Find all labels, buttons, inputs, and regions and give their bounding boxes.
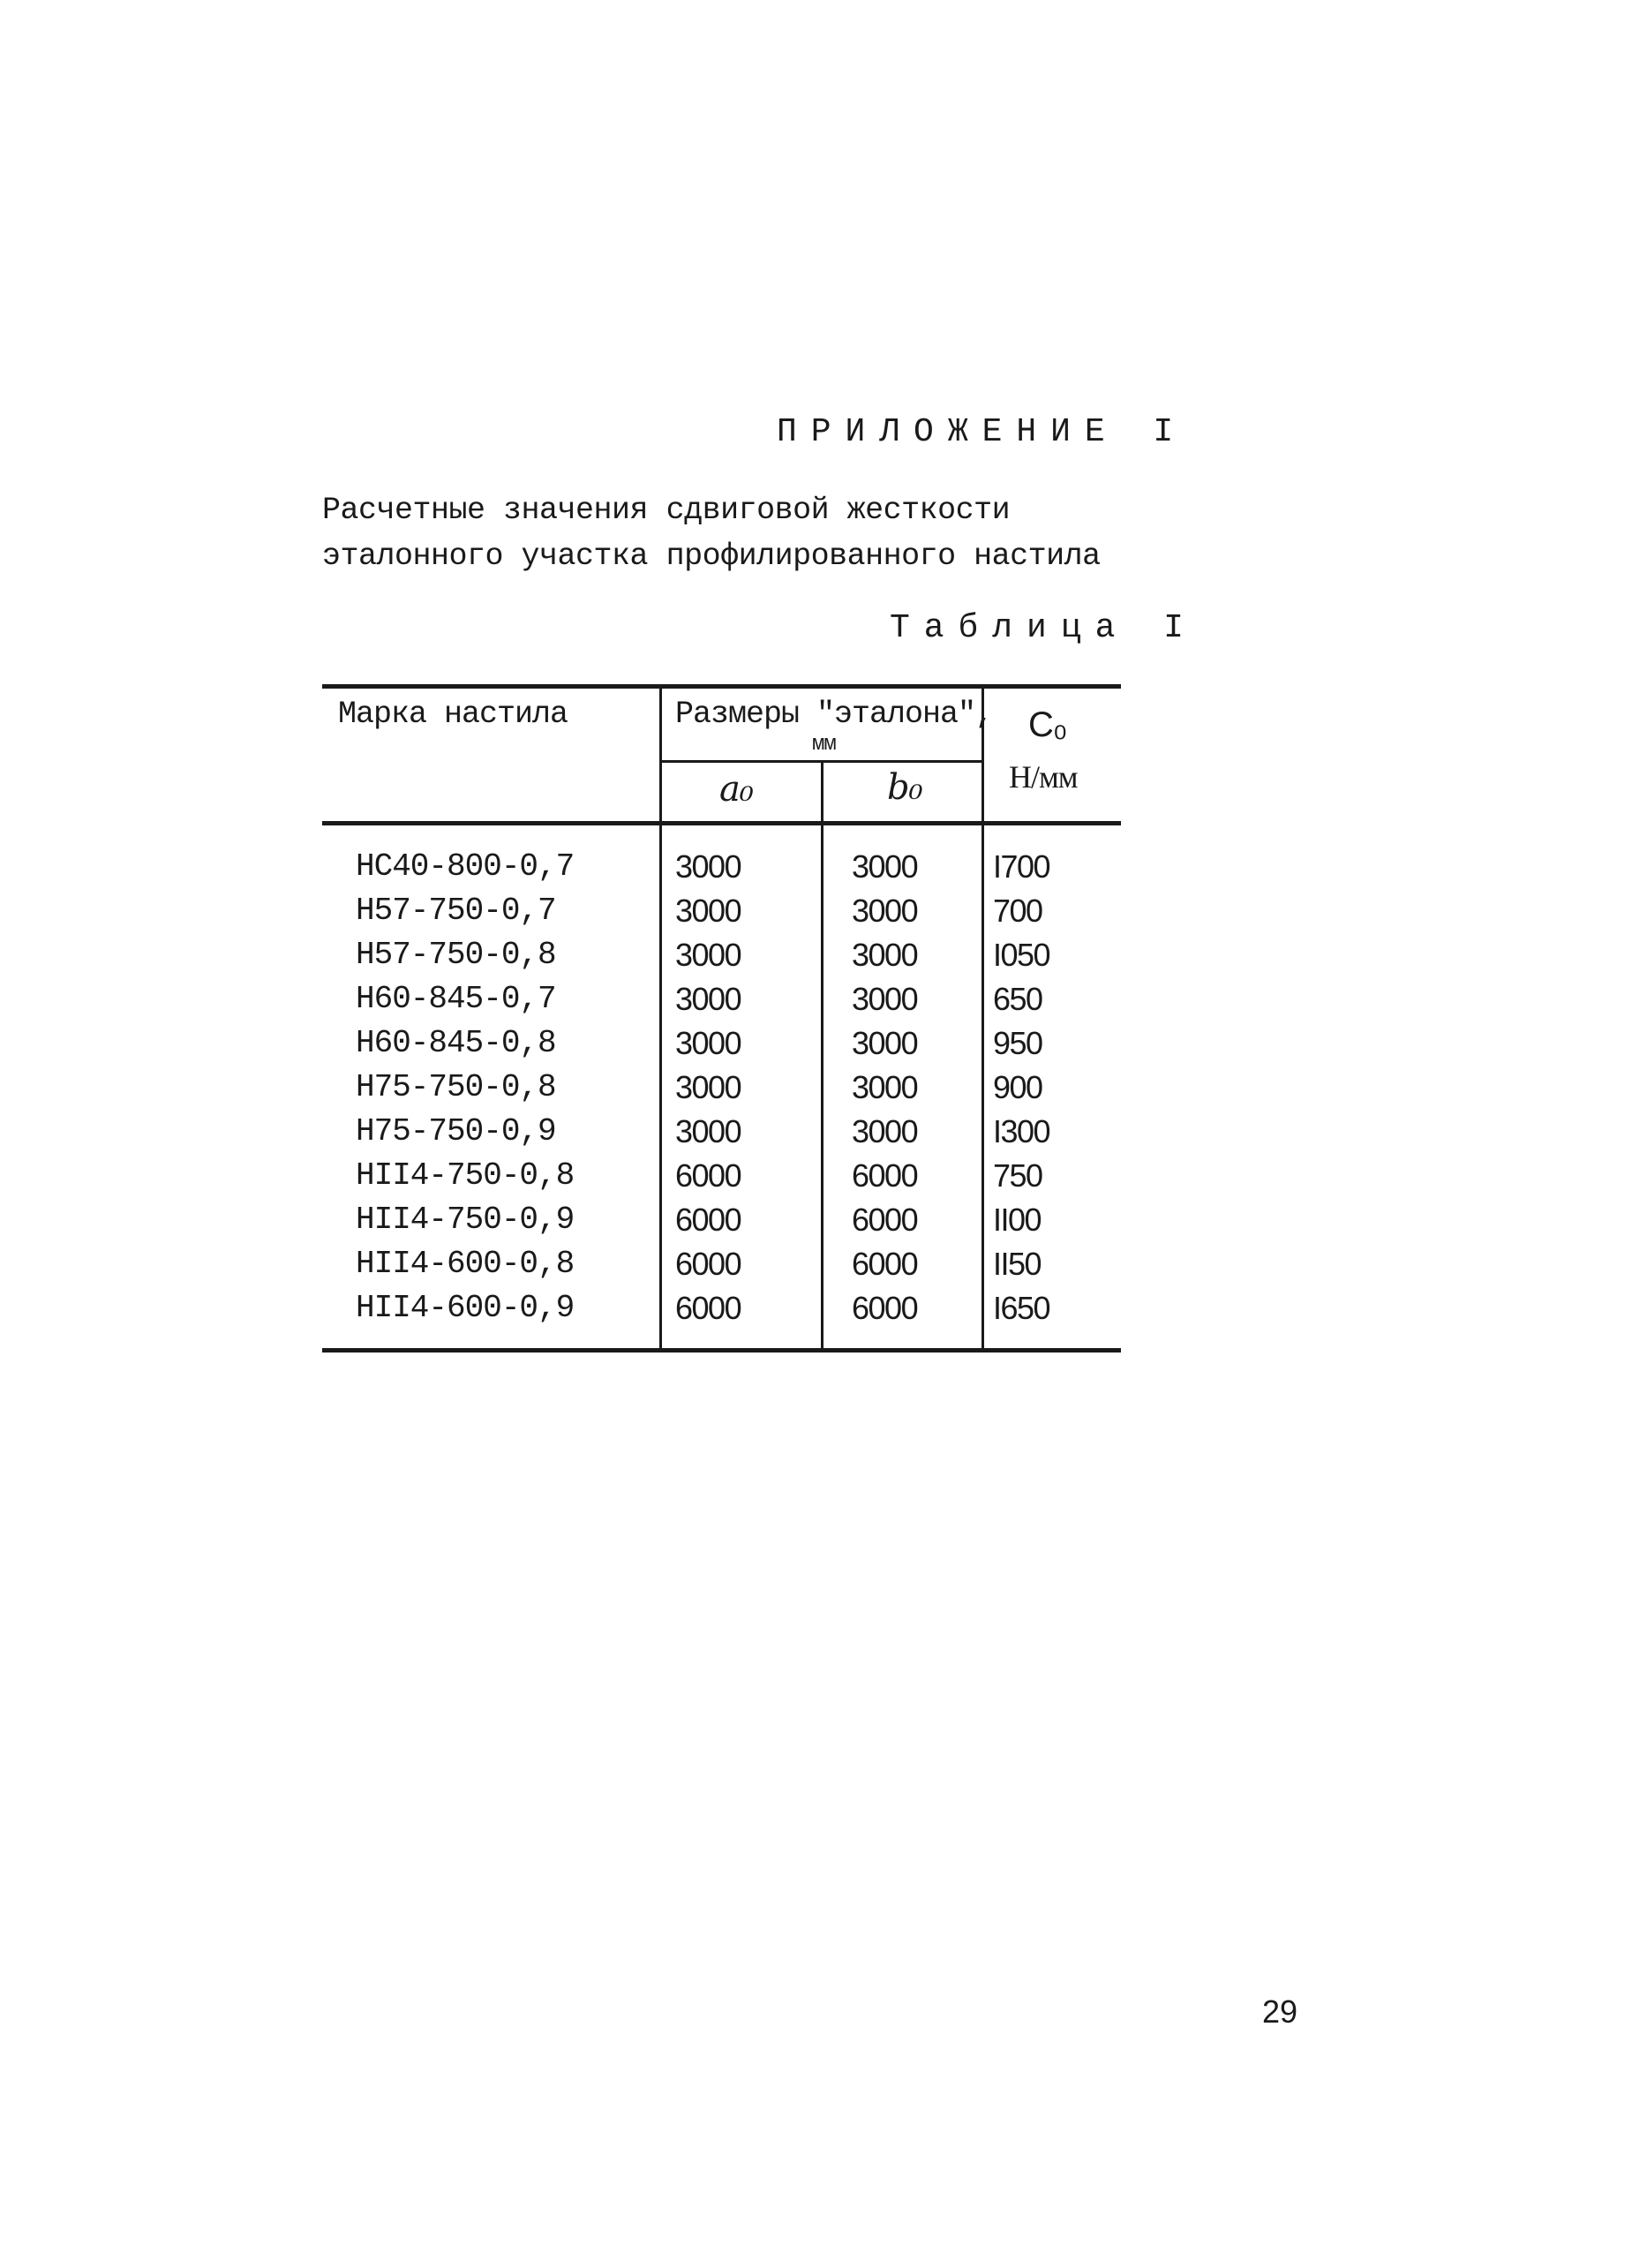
table-row — [322, 1066, 1121, 1110]
cell-b: 6000 — [852, 1246, 918, 1282]
cell-a: 3000 — [675, 893, 741, 929]
cell-c: 650 — [993, 981, 1042, 1017]
cell-c: II50 — [993, 1246, 1042, 1282]
cell-c: II00 — [993, 1202, 1042, 1238]
cell-c: 900 — [993, 1069, 1042, 1105]
cell-a: 3000 — [675, 937, 741, 973]
cell-mark: Н60-845-0,7 — [356, 981, 556, 1017]
cell-a: 6000 — [675, 1246, 741, 1282]
cell-c: 750 — [993, 1157, 1042, 1194]
header-bottom-rule — [322, 821, 1121, 825]
cell-b: 3000 — [852, 937, 918, 973]
table-caption — [322, 487, 1205, 579]
table-row — [322, 1198, 1121, 1242]
table-row — [322, 1021, 1121, 1066]
cell-mark: Н57-750-0,7 — [356, 893, 556, 929]
cell-a: 3000 — [675, 981, 741, 1017]
caption-line-2: эталонного участка профилированного настила — [322, 539, 1101, 574]
stiffness-table — [322, 684, 1121, 1364]
cell-a: 3000 — [675, 1069, 741, 1105]
table-row — [322, 1242, 1121, 1286]
header-mark: Марка настила — [338, 697, 568, 732]
cell-c: 700 — [993, 893, 1042, 929]
table-row — [322, 1154, 1121, 1198]
cell-b: 6000 — [852, 1157, 918, 1194]
cell-mark: НС40-800-0,7 — [356, 848, 575, 885]
cell-a: 6000 — [675, 1290, 741, 1326]
table-heading: Таблица I — [890, 609, 1198, 647]
cell-mark: Н75-750-0,9 — [356, 1113, 556, 1149]
cell-b: 3000 — [852, 981, 918, 1017]
cell-a: 3000 — [675, 1113, 741, 1149]
cell-mark: НII4-600-0,8 — [356, 1246, 575, 1282]
header-c-unit: Н/мм — [1009, 759, 1078, 795]
cell-c: 950 — [993, 1025, 1042, 1061]
appendix-heading: ПРИЛОЖЕНИЕ I — [777, 413, 1188, 451]
cell-b: 3000 — [852, 1113, 918, 1149]
table-row — [322, 977, 1121, 1021]
cell-mark: Н57-750-0,8 — [356, 937, 556, 973]
cell-mark: НII4-750-0,8 — [356, 1157, 575, 1194]
header-sub-b: b₀ — [887, 767, 922, 808]
header-sizes: Размеры "эталона", — [675, 697, 994, 732]
table-row — [322, 845, 1121, 889]
cell-a: 6000 — [675, 1157, 741, 1194]
cell-c: I050 — [993, 937, 1050, 973]
cell-mark: НII4-750-0,9 — [356, 1202, 575, 1238]
cell-b: 3000 — [852, 893, 918, 929]
cell-c: I650 — [993, 1290, 1050, 1326]
cell-b: 3000 — [852, 1025, 918, 1061]
table-row — [322, 889, 1121, 933]
cell-b: 6000 — [852, 1202, 918, 1238]
cell-a: 3000 — [675, 848, 741, 885]
table-row — [322, 1110, 1121, 1154]
caption-line-1: Расчетные значения сдвиговой жесткости — [322, 493, 1011, 528]
header-sub-a: a₀ — [719, 769, 753, 810]
header-c: C₀ — [1028, 705, 1067, 744]
cell-c: I700 — [993, 848, 1050, 885]
table-bottom-rule — [322, 1348, 1121, 1353]
page-number: 29 — [1262, 1993, 1298, 2030]
cell-a: 3000 — [675, 1025, 741, 1061]
cell-mark: Н60-845-0,8 — [356, 1025, 556, 1061]
table-top-rule — [322, 684, 1121, 689]
table-row — [322, 1286, 1121, 1330]
table-row — [322, 933, 1121, 977]
cell-b: 6000 — [852, 1290, 918, 1326]
cell-a: 6000 — [675, 1202, 741, 1238]
cell-mark: Н75-750-0,8 — [356, 1069, 556, 1105]
cell-mark: НII4-600-0,9 — [356, 1290, 575, 1326]
cell-b: 3000 — [852, 1069, 918, 1105]
cell-b: 3000 — [852, 848, 918, 885]
cell-c: I300 — [993, 1113, 1050, 1149]
header-sizes-unit: мм — [812, 733, 836, 757]
